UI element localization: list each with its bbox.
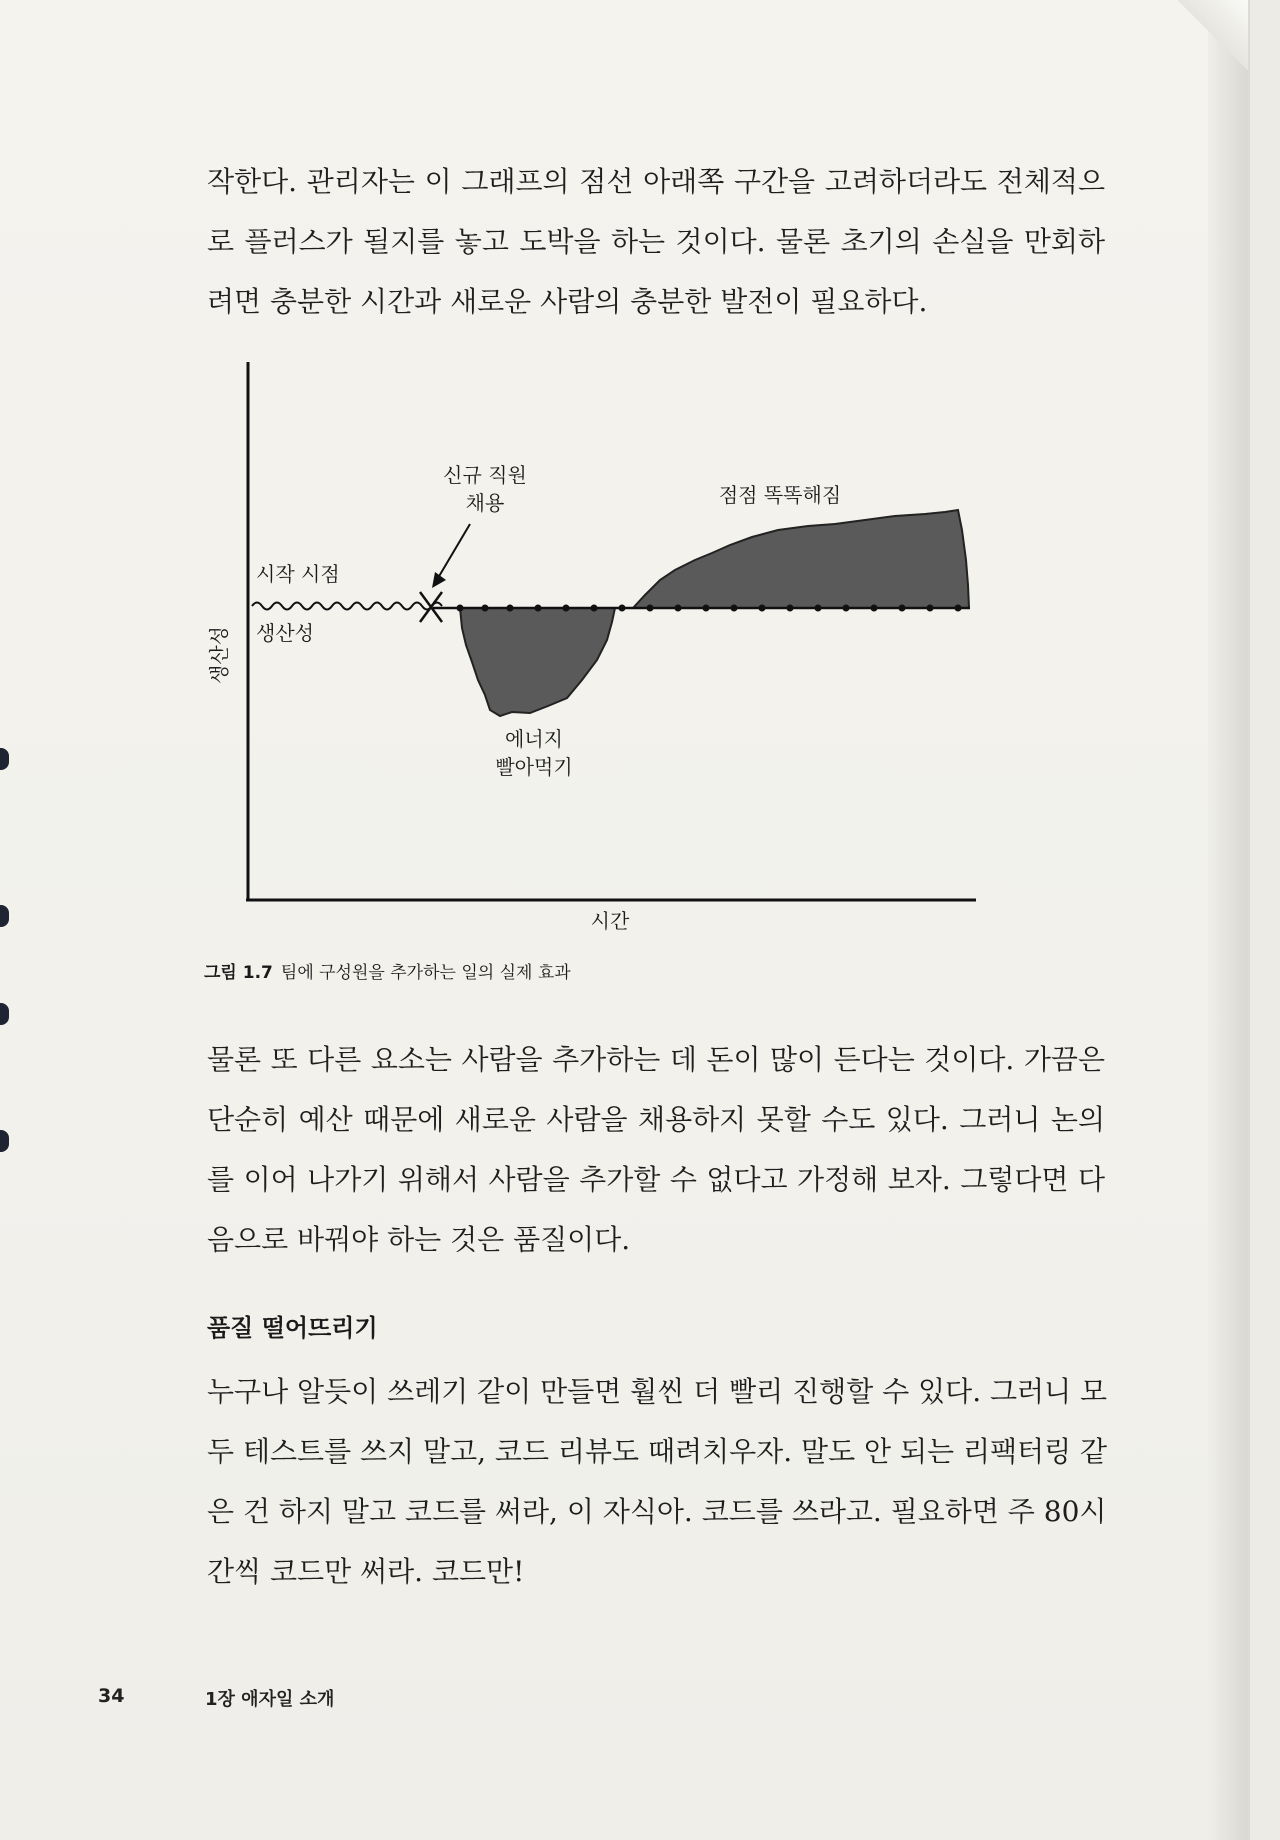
text-line: 를 이어 나가기 위해서 사람을 추가할 수 없다고 가정해 보자. 그렇다면 다 [207,1163,1105,1196]
text-line: 단순히 예산 때문에 새로운 사람을 채용하지 못할 수도 있다. 그러니 논의 [207,1103,1105,1136]
label-getting-smarter: 점점 똑똑해짐 [718,483,842,507]
energy-drain-region [460,608,615,716]
section-heading: 품질 떨어뜨리기 [207,1314,378,1342]
text-line: 로 플러스가 될지를 놓고 도박을 하는 것이다. 물론 초기의 손실을 만회하 [207,225,1105,258]
y-axis-label: 생산성 [207,626,231,684]
text-line: 누구나 알듯이 쓰레기 같이 만들면 훨씬 더 빨리 진행할 수 있다. 그러니 모 [207,1375,1108,1408]
caption-text: 팀에 구성원을 추가하는 일의 실제 효과 [280,963,571,983]
chapter-title: 1장 애자일 소개 [205,1689,335,1710]
text-line: 간씩 코드만 써라. 코드만! [207,1555,525,1588]
getting-smarter-region [633,510,969,608]
label-start-point: 시작 시점 [256,562,340,586]
text-line: 음으로 바꿔야 하는 것은 품질이다. [207,1223,631,1256]
wavy-start-line [252,603,442,610]
text-line: 은 건 하지 말고 코드를 써라, 이 자식아. 코드를 쓰라고. 필요하면 주 80시 [207,1495,1107,1528]
binding-mark [0,1003,9,1025]
label-energy-drain-2: 빨아먹기 [495,755,573,779]
text-line: 물론 또 다른 요소는 사람을 추가하는 데 돈이 많이 든다는 것이다. 가끔은 [207,1043,1105,1076]
text-line: 두 테스트를 쓰지 말고, 코드 리뷰도 때려치우자. 말도 안 되는 리팩터링 같 [207,1435,1108,1468]
figure-caption [204,958,571,983]
page-number: 34 [98,1685,125,1707]
label-energy-drain: 에너지 [505,727,563,751]
x-axis-label: 시간 [590,909,630,933]
paragraph-2 [207,1030,1105,1270]
label-productivity: 생산성 [256,621,314,645]
paragraph-3 [207,1362,1108,1602]
caption-number: 그림 1.7 [204,963,273,983]
text-line: 작한다. 관리자는 이 그래프의 점선 아래쪽 구간을 고려하더라도 전체적으 [207,165,1105,198]
label-new-hire: 신규 직원 [443,463,527,487]
text-line: 려면 충분한 시간과 새로운 사람의 충분한 발전이 필요하다. [207,285,928,318]
new-hire-arrow [438,524,470,578]
binding-mark [0,1130,9,1152]
label-new-hire-2: 채용 [465,491,505,515]
